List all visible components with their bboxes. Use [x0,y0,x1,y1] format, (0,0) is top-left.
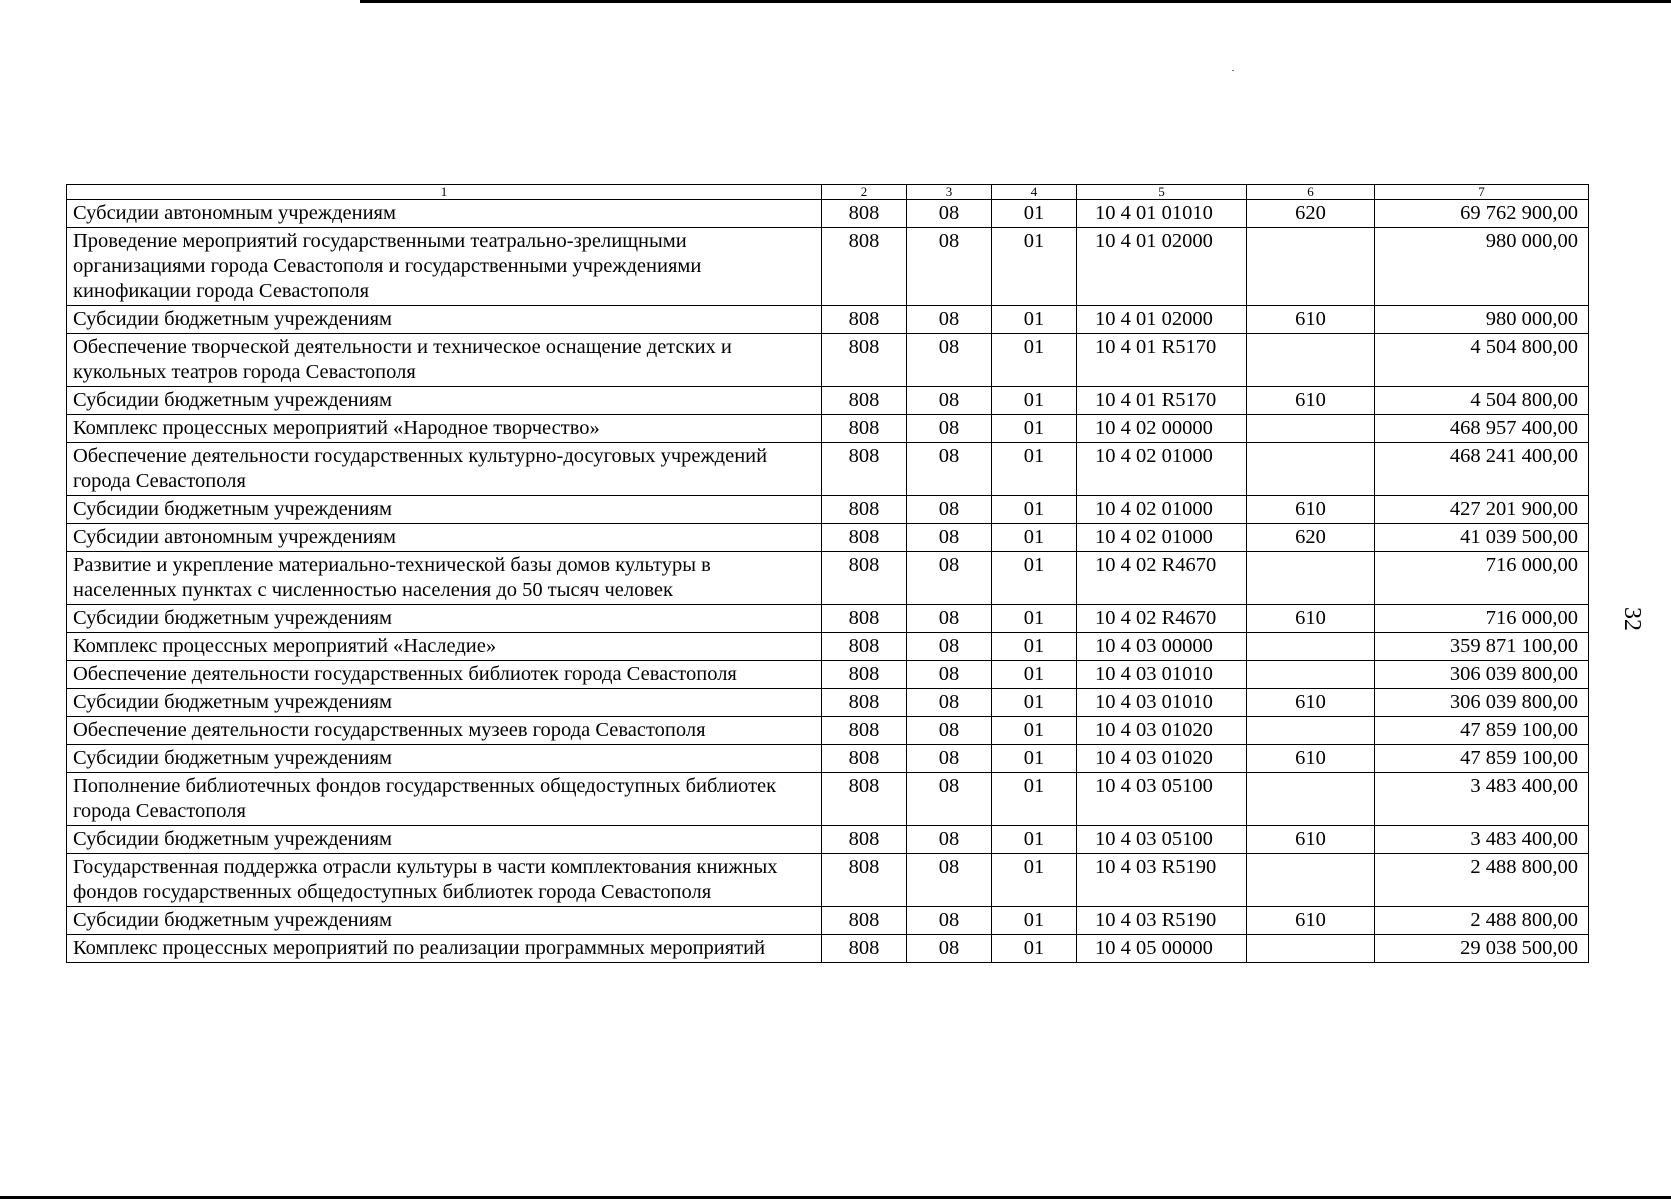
item-name-cell: Развитие и укрепление материально-технической базы домов культуры в населенных пунктах с численностью населения до 50 тысяч человек [67,552,822,605]
expense-type-cell [1247,552,1375,605]
table-body [67,185,1589,963]
subsection-code-cell: 01 [992,443,1077,496]
section-code-cell: 08 [907,907,992,935]
item-name-cell: Субсидии бюджетным учреждениям [67,907,822,935]
table-row [67,605,1589,633]
expense-type-cell: 610 [1247,496,1375,524]
subsection-code-cell: 01 [992,854,1077,907]
subsection-code-cell: 01 [992,552,1077,605]
item-name-cell: Субсидии бюджетным учреждениям [67,387,822,415]
subsection-code-cell: 01 [992,306,1077,334]
section-code-cell: 08 [907,200,992,228]
table-row [67,200,1589,228]
table-row [67,907,1589,935]
section-code-cell: 08 [907,605,992,633]
section-code-cell: 08 [907,773,992,826]
section-code-cell: 08 [907,334,992,387]
target-article-cell: 10 4 02 01000 [1077,524,1247,552]
column-number: 1 [67,185,822,200]
expense-type-cell: 610 [1247,745,1375,773]
subsection-code-cell: 01 [992,826,1077,854]
section-code-cell: 08 [907,552,992,605]
department-code-cell: 808 [822,334,907,387]
subsection-code-cell: 01 [992,415,1077,443]
table-row [67,633,1589,661]
scan-speck [1232,70,1234,71]
item-name-cell: Обеспечение деятельности государственных библиотек города Севастополя [67,661,822,689]
section-code-cell: 08 [907,633,992,661]
amount-cell: 3 483 400,00 [1375,826,1589,854]
expense-type-cell: 610 [1247,387,1375,415]
item-name-cell: Субсидии бюджетным учреждениям [67,605,822,633]
column-number: 2 [822,185,907,200]
department-code-cell: 808 [822,907,907,935]
expense-type-cell [1247,228,1375,306]
department-code-cell: 808 [822,854,907,907]
table-row [67,496,1589,524]
table-row [67,306,1589,334]
item-name-cell: Государственная поддержка отрасли культуры в части комплектования книжных фондов государственных общедоступных библиотек города Севастополя [67,854,822,907]
item-name-cell: Пополнение библиотечных фондов государственных общедоступных библиотек города Севастополя [67,773,822,826]
department-code-cell: 808 [822,496,907,524]
amount-cell: 306 039 800,00 [1375,661,1589,689]
column-number: 5 [1077,185,1247,200]
department-code-cell: 808 [822,228,907,306]
department-code-cell: 808 [822,306,907,334]
expense-type-cell: 620 [1247,524,1375,552]
amount-cell: 47 859 100,00 [1375,717,1589,745]
amount-cell: 427 201 900,00 [1375,496,1589,524]
amount-cell: 980 000,00 [1375,228,1589,306]
target-article-cell: 10 4 03 R5190 [1077,907,1247,935]
column-number: 3 [907,185,992,200]
department-code-cell: 808 [822,689,907,717]
expense-type-cell [1247,717,1375,745]
section-code-cell: 08 [907,826,992,854]
expense-type-cell [1247,661,1375,689]
department-code-cell: 808 [822,745,907,773]
amount-cell: 306 039 800,00 [1375,689,1589,717]
item-name-cell: Обеспечение творческой деятельности и техническое оснащение детских и кукольных театров города Севастополя [67,334,822,387]
subsection-code-cell: 01 [992,496,1077,524]
section-code-cell: 08 [907,443,992,496]
department-code-cell: 808 [822,935,907,963]
table-row [67,524,1589,552]
item-name-cell: Обеспечение деятельности государственных музеев города Севастополя [67,717,822,745]
target-article-cell: 10 4 03 R5190 [1077,854,1247,907]
target-article-cell: 10 4 02 01000 [1077,496,1247,524]
target-article-cell: 10 4 05 00000 [1077,935,1247,963]
target-article-cell: 10 4 01 R5170 [1077,334,1247,387]
expense-type-cell [1247,334,1375,387]
column-number-row [67,185,1589,200]
expense-type-cell [1247,443,1375,496]
table-row [67,826,1589,854]
item-name-cell: Субсидии бюджетным учреждениям [67,306,822,334]
subsection-code-cell: 01 [992,907,1077,935]
expense-type-cell: 610 [1247,605,1375,633]
section-code-cell: 08 [907,496,992,524]
table-row [67,773,1589,826]
target-article-cell: 10 4 03 01020 [1077,745,1247,773]
expense-type-cell: 610 [1247,907,1375,935]
target-article-cell: 10 4 03 05100 [1077,826,1247,854]
table-row [67,415,1589,443]
column-number: 6 [1247,185,1375,200]
target-article-cell: 10 4 01 02000 [1077,228,1247,306]
section-code-cell: 08 [907,661,992,689]
page-number: 32 [1619,607,1645,631]
subsection-code-cell: 01 [992,935,1077,963]
target-article-cell: 10 4 03 01020 [1077,717,1247,745]
item-name-cell: Субсидии бюджетным учреждениям [67,496,822,524]
target-article-cell: 10 4 01 01010 [1077,200,1247,228]
subsection-code-cell: 01 [992,717,1077,745]
subsection-code-cell: 01 [992,689,1077,717]
section-code-cell: 08 [907,689,992,717]
subsection-code-cell: 01 [992,228,1077,306]
section-code-cell: 08 [907,745,992,773]
amount-cell: 4 504 800,00 [1375,387,1589,415]
subsection-code-cell: 01 [992,605,1077,633]
expense-type-cell: 610 [1247,306,1375,334]
department-code-cell: 808 [822,200,907,228]
item-name-cell: Обеспечение деятельности государственных культурно-досуговых учреждений города Севастополя [67,443,822,496]
budget-table [66,184,1589,963]
table-row [67,935,1589,963]
expense-type-cell [1247,854,1375,907]
amount-cell: 468 241 400,00 [1375,443,1589,496]
table-row [67,717,1589,745]
amount-cell: 47 859 100,00 [1375,745,1589,773]
item-name-cell: Субсидии автономным учреждениям [67,524,822,552]
target-article-cell: 10 4 03 05100 [1077,773,1247,826]
subsection-code-cell: 01 [992,661,1077,689]
item-name-cell: Комплекс процессных мероприятий по реализации программных мероприятий [67,935,822,963]
amount-cell: 4 504 800,00 [1375,334,1589,387]
subsection-code-cell: 01 [992,524,1077,552]
amount-cell: 41 039 500,00 [1375,524,1589,552]
item-name-cell: Комплекс процессных мероприятий «Наследие» [67,633,822,661]
section-code-cell: 08 [907,228,992,306]
subsection-code-cell: 01 [992,745,1077,773]
table-row [67,334,1589,387]
target-article-cell: 10 4 02 R4670 [1077,552,1247,605]
expense-type-cell: 620 [1247,200,1375,228]
expense-type-cell [1247,633,1375,661]
expense-type-cell: 610 [1247,826,1375,854]
amount-cell: 2 488 800,00 [1375,854,1589,907]
section-code-cell: 08 [907,524,992,552]
table-row [67,387,1589,415]
department-code-cell: 808 [822,524,907,552]
section-code-cell: 08 [907,717,992,745]
department-code-cell: 808 [822,773,907,826]
scan-top-border [360,0,1671,3]
target-article-cell: 10 4 03 01010 [1077,661,1247,689]
amount-cell: 359 871 100,00 [1375,633,1589,661]
item-name-cell: Комплекс процессных мероприятий «Народное творчество» [67,415,822,443]
expense-type-cell [1247,935,1375,963]
target-article-cell: 10 4 01 R5170 [1077,387,1247,415]
column-number: 4 [992,185,1077,200]
target-article-cell: 10 4 01 02000 [1077,306,1247,334]
section-code-cell: 08 [907,935,992,963]
target-article-cell: 10 4 02 R4670 [1077,605,1247,633]
table-row [67,228,1589,306]
department-code-cell: 808 [822,826,907,854]
item-name-cell: Субсидии бюджетным учреждениям [67,745,822,773]
item-name-cell: Проведение мероприятий государственными театрально-зрелищными организациями города Севастополя и государственными учреждениями кинофикации города Севастополя [67,228,822,306]
item-name-cell: Субсидии бюджетным учреждениям [67,689,822,717]
item-name-cell: Субсидии автономным учреждениям [67,200,822,228]
amount-cell: 69 762 900,00 [1375,200,1589,228]
amount-cell: 468 957 400,00 [1375,415,1589,443]
department-code-cell: 808 [822,415,907,443]
scan-bottom-border [0,1196,1671,1199]
subsection-code-cell: 01 [992,387,1077,415]
table-row [67,443,1589,496]
amount-cell: 716 000,00 [1375,605,1589,633]
target-article-cell: 10 4 03 01010 [1077,689,1247,717]
subsection-code-cell: 01 [992,633,1077,661]
amount-cell: 29 038 500,00 [1375,935,1589,963]
subsection-code-cell: 01 [992,334,1077,387]
target-article-cell: 10 4 02 00000 [1077,415,1247,443]
department-code-cell: 808 [822,552,907,605]
department-code-cell: 808 [822,717,907,745]
subsection-code-cell: 01 [992,200,1077,228]
amount-cell: 980 000,00 [1375,306,1589,334]
department-code-cell: 808 [822,661,907,689]
table-row [67,661,1589,689]
amount-cell: 716 000,00 [1375,552,1589,605]
table-row [67,745,1589,773]
department-code-cell: 808 [822,605,907,633]
target-article-cell: 10 4 02 01000 [1077,443,1247,496]
table-row [67,854,1589,907]
item-name-cell: Субсидии бюджетным учреждениям [67,826,822,854]
section-code-cell: 08 [907,415,992,443]
section-code-cell: 08 [907,854,992,907]
target-article-cell: 10 4 03 00000 [1077,633,1247,661]
table-row [67,552,1589,605]
amount-cell: 3 483 400,00 [1375,773,1589,826]
section-code-cell: 08 [907,306,992,334]
expense-type-cell [1247,415,1375,443]
column-number: 7 [1375,185,1589,200]
amount-cell: 2 488 800,00 [1375,907,1589,935]
department-code-cell: 808 [822,387,907,415]
table-row [67,689,1589,717]
department-code-cell: 808 [822,633,907,661]
expense-type-cell: 610 [1247,689,1375,717]
section-code-cell: 08 [907,387,992,415]
department-code-cell: 808 [822,443,907,496]
expense-type-cell [1247,773,1375,826]
subsection-code-cell: 01 [992,773,1077,826]
